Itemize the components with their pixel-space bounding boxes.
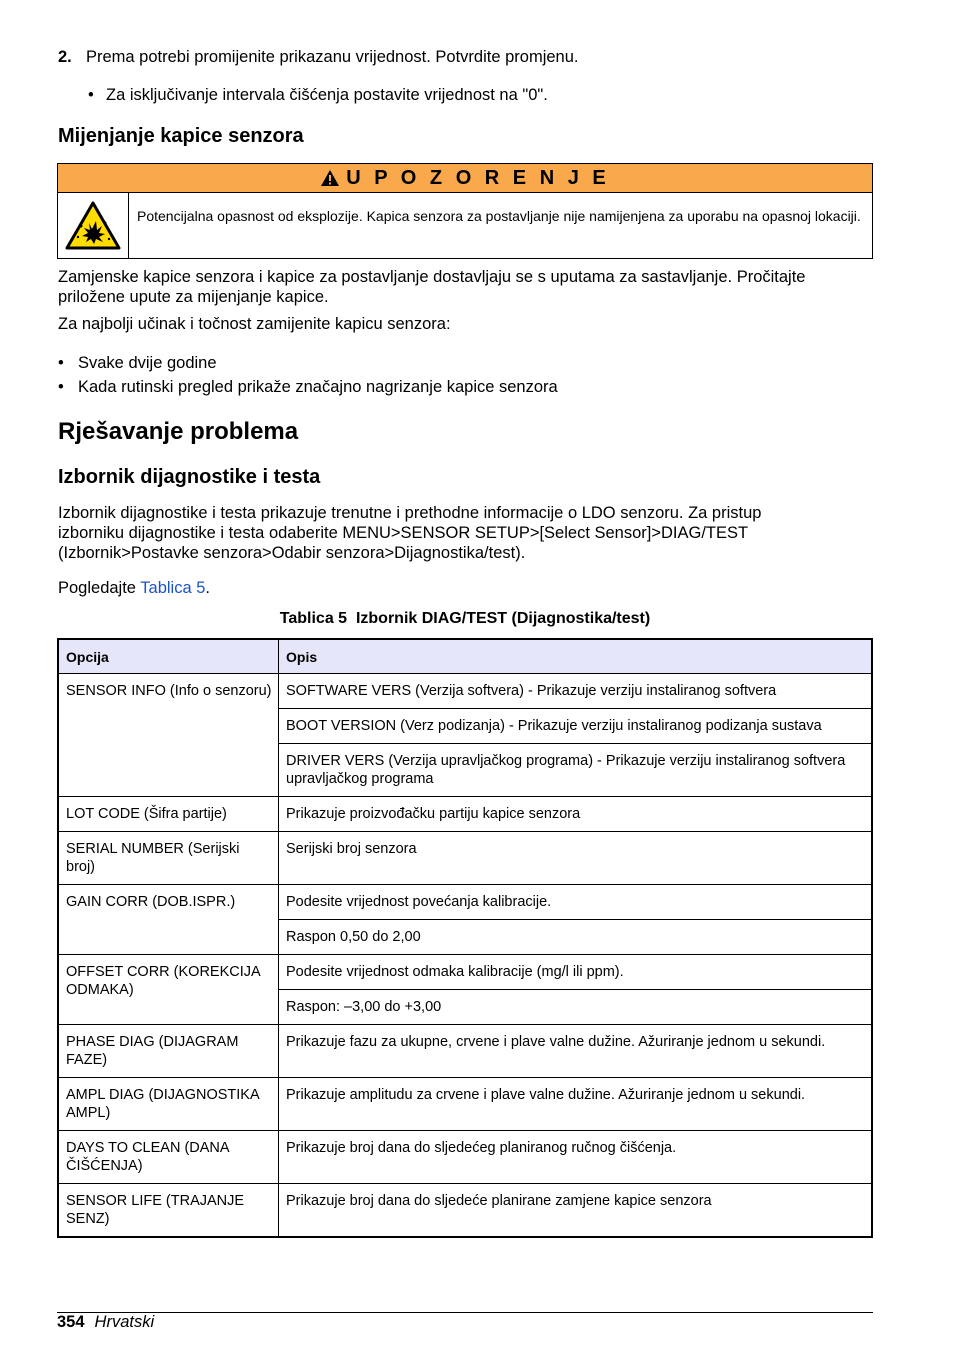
header-option: Opcija <box>58 639 279 674</box>
description-cell: Podesite vrijednost odmaka kalibracije (mg/l ili ppm). <box>279 955 873 990</box>
option-cell: OFFSET CORR (KOREKCIJA ODMAKA) <box>58 955 279 1025</box>
table-5-link[interactable]: Tablica 5 <box>140 579 206 597</box>
option-cell: SENSOR LIFE (TRAJANJE SENZ) <box>58 1184 279 1238</box>
heading-cap-replacement: Mijenjanje kapice senzora <box>58 125 304 147</box>
table-row <box>58 832 872 885</box>
footer-rule <box>57 1312 873 1313</box>
heading-diag-menu: Izbornik dijagnostike i testa <box>58 466 321 488</box>
table-row <box>58 1184 872 1238</box>
cap-bullet-list <box>58 351 558 399</box>
cap-paragraph-2: Za najbolji učinak i točnost zamijenite kapicu senzora: <box>58 315 451 333</box>
option-cell: PHASE DIAG (DIJAGRAM FAZE) <box>58 1025 279 1078</box>
table-caption: Tablica 5 Izbornik DIAG/TEST (Dijagnostika/test) <box>279 610 651 627</box>
list-item: • Kada rutinski pregled prikaže značajno nagrizanje kapice senzora <box>58 375 558 399</box>
description-cell: DRIVER VERS (Verzija upravljačkog programa) - Prikazuje verziju instaliranog softvera upravljačkog programa <box>279 744 873 797</box>
warning-label: U P O Z O R E N J E <box>346 166 610 189</box>
warning-box <box>57 163 873 259</box>
option-cell: SERIAL NUMBER (Serijski broj) <box>58 832 279 885</box>
step-number: 2. <box>58 48 72 66</box>
description-cell: SOFTWARE VERS (Verzija softvera) - Prikazuje verziju instaliranog softvera <box>279 674 873 709</box>
description-cell: Raspon: –3,00 do +3,00 <box>279 990 873 1025</box>
page-number: 354 <box>57 1313 85 1331</box>
header-description: Opis <box>279 639 873 674</box>
see-table-line <box>58 578 210 598</box>
table-row <box>58 797 872 832</box>
see-table-prefix: Pogledajte <box>58 579 141 597</box>
step-2-bullet-text: Za isključivanje intervala čišćenja postavite vrijednost na "0". <box>106 86 548 104</box>
heading-troubleshooting: Rješavanje problema <box>58 418 299 445</box>
description-cell: Prikazuje amplitudu za crvene i plave valne dužine. Ažuriranje jednom u sekundi. <box>279 1078 873 1131</box>
option-cell: GAIN CORR (DOB.ISPR.) <box>58 885 279 955</box>
description-cell: Podesite vrijednost povećanja kalibracije. <box>279 885 873 920</box>
step-2 <box>58 47 579 67</box>
step-2-bullet: • Za isključivanje intervala čišćenja postavite vrijednost na "0". <box>88 86 548 104</box>
warning-header <box>58 164 872 193</box>
diag-paragraph: Izbornik dijagnostike i testa prikazuje trenutne i prethodne informacije o LDO senzoru. Za pristup izborniku dijagnostike i testa odaberite MENU>SENSOR SETUP>[Select Sensor]>DIAG/TEST (Izbornik>Postavke senzora>Odabir senzora>Dijagnostika/test). <box>58 504 762 562</box>
explosion-hazard-icon <box>58 193 129 259</box>
list-item: • Svake dvije godine <box>58 351 558 375</box>
description-cell: BOOT VERSION (Verz podizanja) - Prikazuje verziju instaliranog podizanja sustava <box>279 709 873 744</box>
option-cell: LOT CODE (Šifra partije) <box>58 797 279 832</box>
table-row <box>58 674 872 709</box>
description-cell: Prikazuje fazu za ukupne, crvene i plave valne dužine. Ažuriranje jednom u sekundi. <box>279 1025 873 1078</box>
table-row <box>58 1025 872 1078</box>
page-footer <box>57 1313 154 1332</box>
description-cell: Prikazuje broj dana do sljedeće planirane zamjene kapice senzora <box>279 1184 873 1238</box>
warning-text: Potencijalna opasnost od eksplozije. Kapica senzora za postavljanje nije namijenjena za uporabu na opasnoj lokaciji. <box>137 208 861 224</box>
step-text: Prema potrebi promijenite prikazanu vrijednost. Potvrdite promjenu. <box>86 48 579 66</box>
description-cell: Prikazuje broj dana do sljedećeg planiranog ručnog čišćenja. <box>279 1131 873 1184</box>
table-row <box>58 1131 872 1184</box>
option-cell: SENSOR INFO (Info o senzoru) <box>58 674 279 797</box>
footer-language: Hrvatski <box>94 1313 155 1331</box>
cap-paragraph-1: Zamjenske kapice senzora i kapice za postavljanje dostavljaju se s uputama za sastavljanje. Pročitajte priložene upute za mijenjanje kapice. <box>58 268 806 306</box>
description-cell: Raspon 0,50 do 2,00 <box>279 920 873 955</box>
option-cell: AMPL DIAG (DIJAGNOSTIKA AMPL) <box>58 1078 279 1131</box>
table-row <box>58 885 872 920</box>
description-cell: Prikazuje proizvođačku partiju kapice senzora <box>279 797 873 832</box>
description-cell: Serijski broj senzora <box>279 832 873 885</box>
see-table-suffix: . <box>205 579 210 597</box>
diag-test-table <box>57 638 873 1238</box>
warning-triangle-icon <box>320 169 340 187</box>
option-cell: DAYS TO CLEAN (DANA ČIŠĆENJA) <box>58 1131 279 1184</box>
table-row <box>58 1078 872 1131</box>
table-header-row <box>58 639 872 674</box>
table-row <box>58 955 872 990</box>
